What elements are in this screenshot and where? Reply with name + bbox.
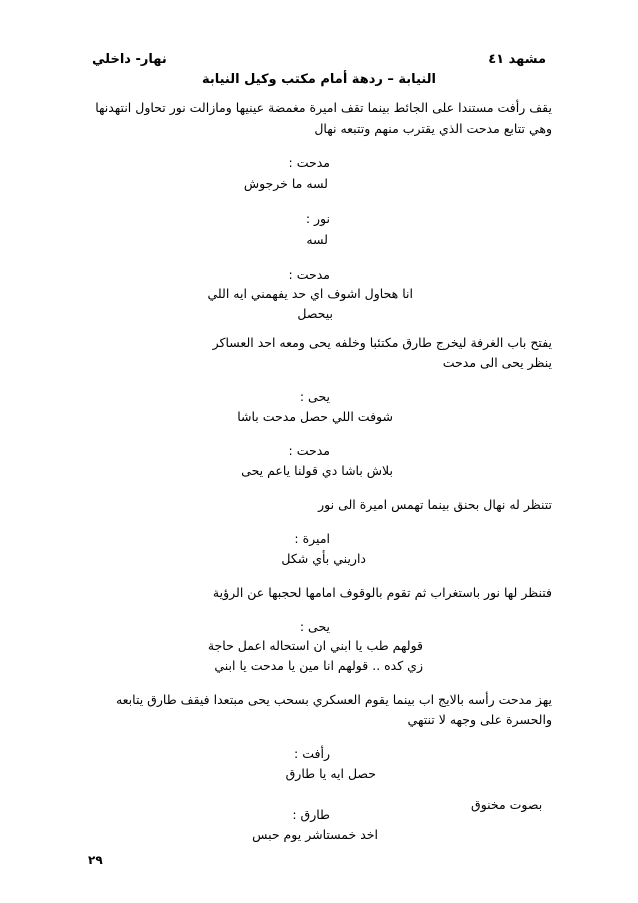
dialogue-line: داريني بأي شكل: [281, 551, 366, 566]
action-line: تتنظر له نهال بحنق بينما تهمس اميرة الى نور: [318, 497, 552, 512]
time-place: نهار- داخلي: [92, 52, 167, 67]
speaker-name: اميرة :: [294, 531, 330, 546]
dialogue-line: قولهم طب يا ابني ان استحاله اعمل حاجة: [207, 638, 423, 653]
action-line: يقف رأفت مستندا على الجائط بينما تقف اميرة مغمضة عينيها ومازالت نور تحاول انتهدنها: [95, 100, 552, 115]
dialogue-line: بيحصل: [297, 306, 333, 321]
action-line: يفتح باب الغرفة ليخرج طارق مكتئبا وخلفه يحى ومعه احد العساكر: [212, 335, 552, 350]
speaker-name: رأفت :: [294, 746, 330, 761]
dialogue-line: اخد خمستاشر يوم حبس: [252, 827, 378, 842]
speaker-name: مدحت :: [288, 155, 330, 170]
speaker-name: مدحت :: [288, 443, 330, 458]
parenthetical: بصوت مخنوق: [471, 797, 543, 812]
scene-number: مشهد ٤١: [488, 52, 546, 67]
speaker-name: مدحت :: [288, 267, 330, 282]
dialogue-line: لسه: [306, 232, 328, 247]
action-line: يهز مدحت رأسه بالايج اب بينما يقوم العسكري بسحب يحى مبتعدا فيقف طارق يتابعه: [115, 692, 552, 707]
dialogue-line: زي كده .. قولهم انا مين يا مدحت يا ابني: [214, 658, 423, 673]
action-line: ينظر يحى الى مدحت: [442, 355, 552, 370]
dialogue-line: لسه ما خرجوش: [243, 176, 328, 191]
dialogue-line: شوفت اللي حصل مدحت باشا: [237, 409, 393, 424]
dialogue-line: انا هحاول اشوف اي حد يفهمني ايه اللي: [207, 286, 413, 301]
action-line: وهي تتابع مدحت الذي يقترب منهم وتتبعه نهال: [314, 121, 552, 136]
dialogue-line: بلاش باشا دي قولنا ياعم يحى: [241, 463, 393, 478]
action-line: فتنظر لها نور باستغراب ثم تقوم بالوقوف امامها لحجبها عن الرؤية: [212, 585, 552, 600]
speaker-name: نور :: [305, 211, 330, 226]
speaker-name: طارق :: [292, 807, 330, 822]
page-number: ٢٩: [88, 853, 103, 867]
speaker-name: يحى :: [299, 619, 330, 634]
action-line: والحسرة على وجهه لا تنتهي: [407, 712, 552, 727]
scene-location: النيابة – ردهة أمام مكتب وكيل النيابة: [201, 72, 437, 87]
speaker-name: يحى :: [299, 389, 330, 404]
dialogue-line: حصل ايه يا طارق: [285, 766, 376, 781]
